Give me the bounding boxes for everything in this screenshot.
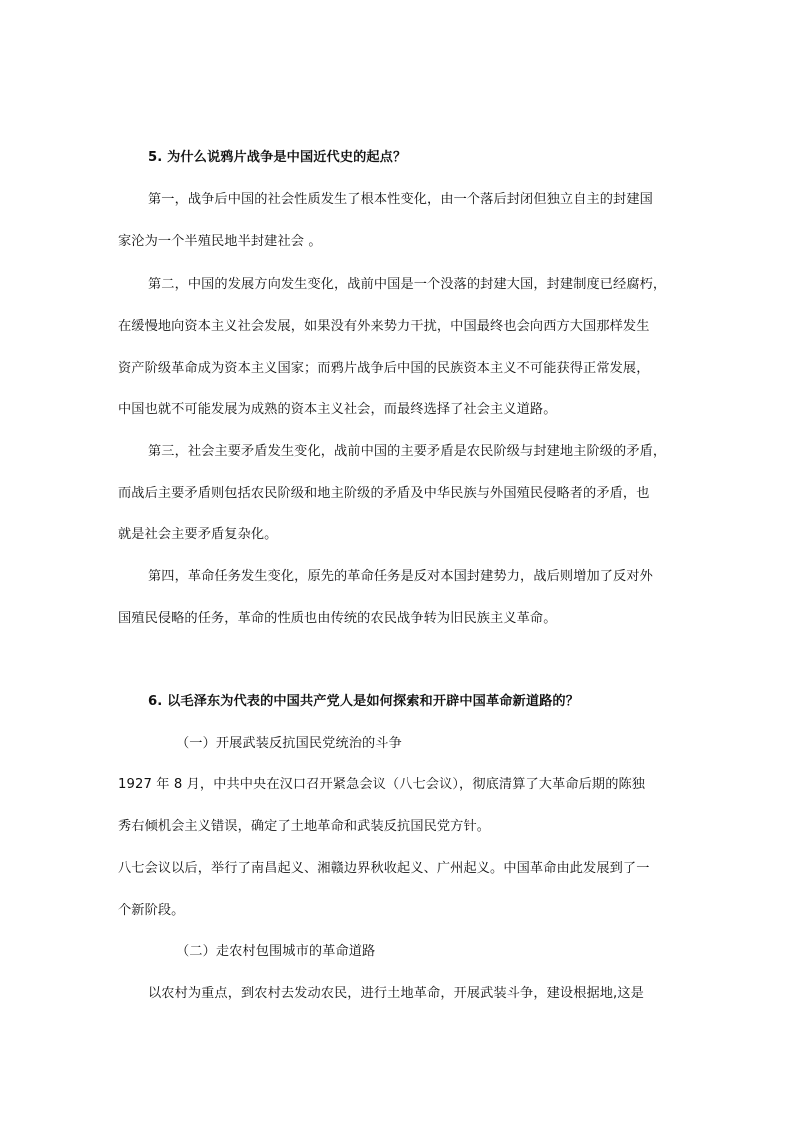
section-6-paragraph-3-line-1: 以农村为重点，到农村去发动农民，进行土地革命，开展武装斗争，建设根据地,这是	[148, 986, 644, 1001]
section-5-paragraph-2-line-1: 第二，中国的发展方向发生变化，战前中国是一个没落的封建大国，封建制度已经腐朽，	[148, 277, 667, 292]
section-5-paragraph-4-line-1: 第四，革命任务发生变化，原先的革命任务是反对本国封建势力，战后则增加了反对外	[148, 569, 653, 584]
section-6-paragraph-2-line-2: 个新阶段。	[118, 903, 185, 918]
section-5-paragraph-2-line-3: 资产阶级革命成为资本主义国家；而鸦片战争后中国的民族资本主义不可能获得正常发展，	[118, 361, 650, 376]
section-5-paragraph-1-line-2: 家沦为一个半殖民地半封建社会 。	[118, 234, 322, 249]
section-5-heading: 5. 为什么说鸦片战争是中国近代史的起点？	[148, 150, 407, 165]
section-6-paragraph-1-line-2: 秀右倾机会主义错误，确定了土地革命和武装反抗国民党方针。	[118, 819, 491, 834]
section-6-heading: 6. 以毛泽东为代表的中国共产党人是如何探索和开辟中国革命新道路的？	[148, 694, 579, 709]
section-5-paragraph-1-line-1: 第一，战争后中国的社会性质发生了根本性变化，由一个落后封闭但独立自主的封建国	[148, 192, 653, 207]
section-5-paragraph-3-line-2: 而战后主要矛盾则包括农民阶级和地主阶级的矛盾及中华民族与外国殖民侵略者的矛盾，也	[118, 486, 650, 501]
section-5-paragraph-4-line-2: 国殖民侵略的任务，革命的性质也由传统的农民战争转为旧民族主义革命。	[118, 611, 557, 626]
section-5-paragraph-3-line-3: 就是社会主要矛盾复杂化。	[118, 527, 278, 542]
section-5-paragraph-2-line-4: 中国也就不可能发展为成熟的资本主义社会，而最终选择了社会主义道路。	[118, 402, 557, 417]
section-6-subheading-1: （一）开展武装反抗国民党统治的斗争	[176, 736, 402, 751]
section-6-subheading-2: （二）走农村包围城市的革命道路	[176, 944, 376, 959]
section-5-paragraph-3-line-1: 第三，社会主要矛盾发生变化，战前中国的主要矛盾是农民阶级与封建地主阶级的矛盾，	[148, 444, 667, 459]
section-6-paragraph-1-line-1: 1927 年 8 月，中共中央在汉口召开紧急会议（八七会议），彻底清算了大革命后期的陈独	[118, 777, 646, 792]
section-5-paragraph-2-line-2: 在缓慢地向资本主义社会发展，如果没有外来势力干扰，中国最终也会向西方大国那样发生	[118, 319, 650, 334]
section-6-paragraph-2-line-1: 八七会议以后，举行了南昌起义、湘赣边界秋收起义、广州起义。中国革命由此发展到了一	[118, 861, 650, 876]
